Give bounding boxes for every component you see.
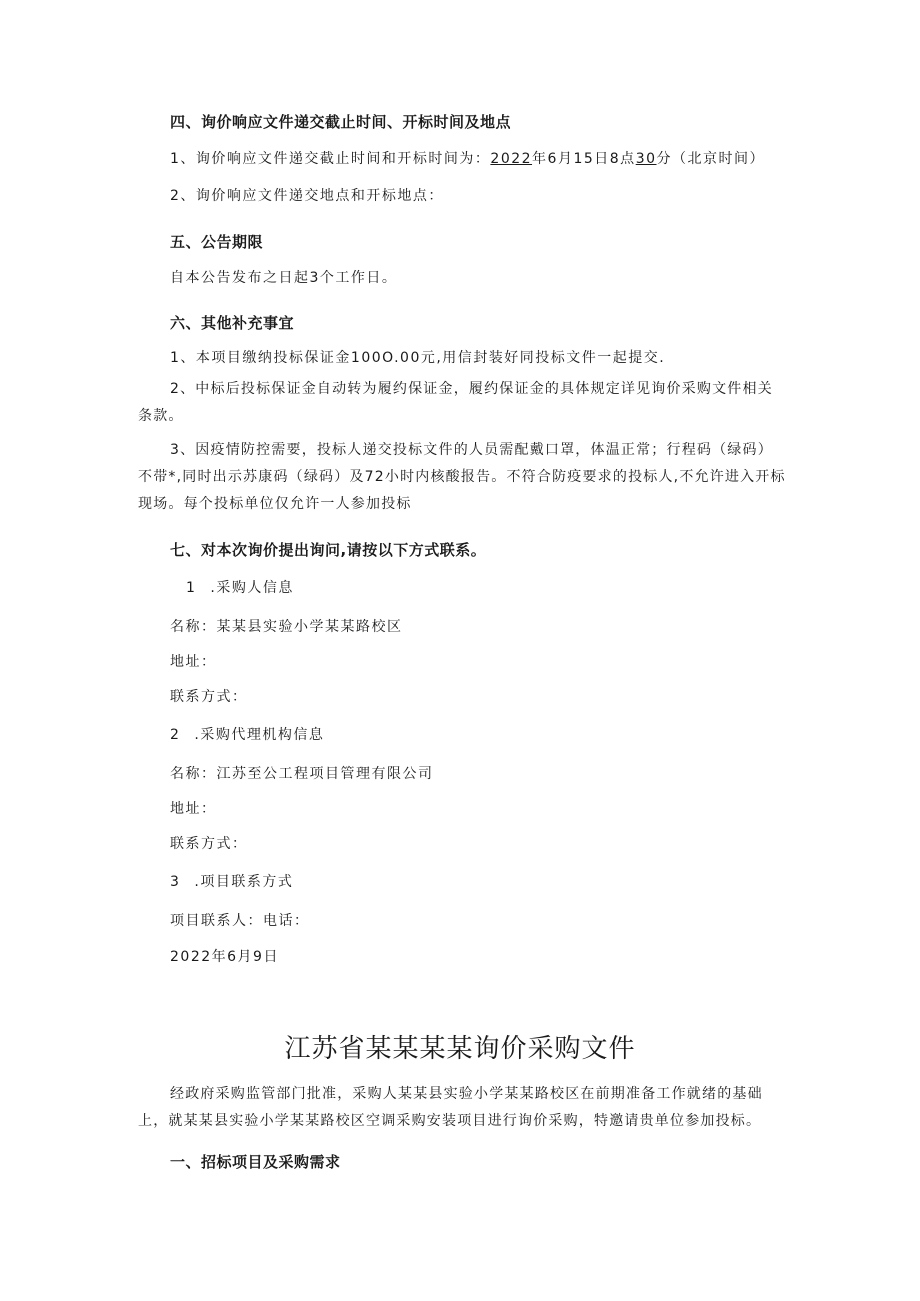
intro-paragraph: 经政府采购监管部门批准，采购人某某县实验小学某某路校区在前期准备工作就绪的基础上，就某某县实验小学某某路校区空调采购安装项目进行询价采购，特邀请贵单位参加投标。 <box>138 1086 763 1129</box>
deadline-line <box>170 148 765 168</box>
epidemic-control-paragraph: 3、因疫情防控需要，投标人递交投标文件的人员需配戴口罩，体温正常；行程码（绿码）不带*,同时出示苏康码（绿码）及72小时内核酸报告。不符合防疫要求的投标人,不允许进入开标现场。每个投标单位仅允许一人参加投标 <box>138 442 786 512</box>
section-7-heading: 七、对本次询价提出询问,请按以下方式联系。 <box>170 541 487 559</box>
announcement-date: 2022年6月9日 <box>170 949 279 965</box>
section-1-heading: 一、招标项目及采购需求 <box>170 1153 341 1171</box>
deadline-middle: 年6月15日8点 <box>532 151 636 167</box>
performance-bond-paragraph: 2、中标后投标保证金自动转为履约保证金，履约保证金的具体规定详见询价采购文件相关条款。 <box>138 381 773 424</box>
deadline-prefix: 1、询价响应文件递交截止时间和开标时间为： <box>170 151 491 167</box>
document-title: 江苏省某某某某询价采购文件 <box>284 1034 636 1064</box>
section-4-heading: 四、询价响应文件递交截止时间、开标时间及地点 <box>170 113 512 131</box>
location-line: 2、询价响应文件递交地点和开标地点： <box>170 188 444 204</box>
deadline-suffix: 分（北京时间） <box>656 151 766 167</box>
section-5-heading: 五、公告期限 <box>170 233 264 251</box>
agency-contact: 联系方式： <box>170 836 248 852</box>
agency-info-title: 2 .采购代理机构信息 <box>170 727 325 743</box>
agency-address: 地址： <box>170 801 217 817</box>
project-contact-person: 项目联系人：电话： <box>170 913 310 929</box>
section-6-heading: 六、其他补充事宜 <box>170 314 295 332</box>
deadline-minute: 30 <box>635 151 657 167</box>
project-contact-title: 3 .项目联系方式 <box>170 874 294 890</box>
deposit-line: 1、本项目缴纳投标保证金100O.00元,用信封装好同投标文件一起提交. <box>170 350 666 366</box>
purchaser-address: 地址： <box>170 654 217 670</box>
purchaser-name: 名称：某某县实验小学某某路校区 <box>170 619 403 635</box>
deadline-year: 2022 <box>490 151 533 167</box>
purchaser-contact: 联系方式： <box>170 689 248 705</box>
purchaser-info-title: 1 .采购人信息 <box>186 580 294 596</box>
notice-period-line: 自本公告发布之日起3个工作日。 <box>170 270 398 286</box>
agency-name: 名称：江苏至公工程项目管理有限公司 <box>170 766 434 782</box>
